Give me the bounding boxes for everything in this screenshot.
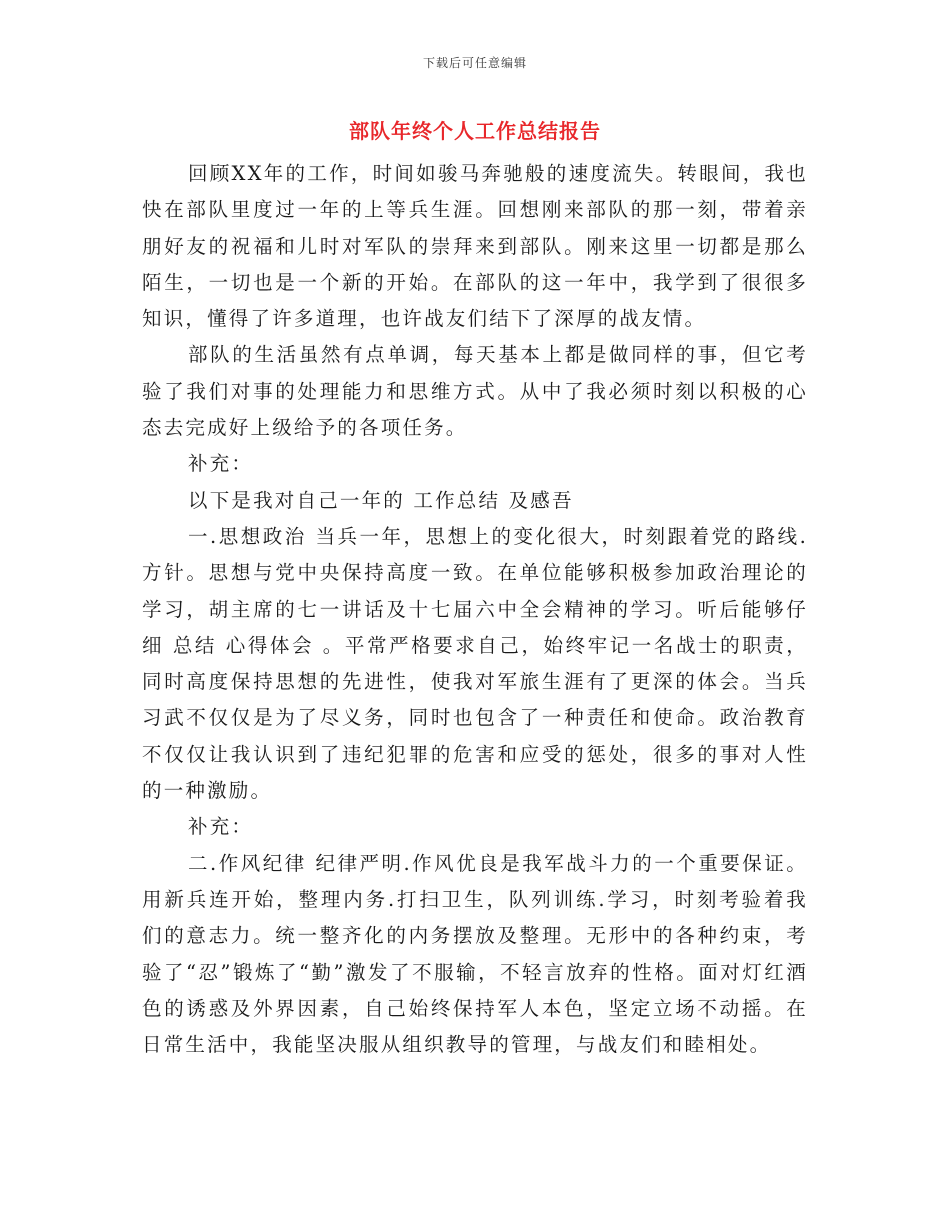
paragraph: 补充：	[188, 815, 254, 839]
paragraph: 部队的生活虽然有点单调，每天基本上都是做同样的事，但它考验了我们对事的处理能力和思维方式。从中了我必须时刻以积极的心态去完成好上级给予的各项任务。	[142, 343, 808, 440]
paragraph: 以下是我对自己一年的 工作总结 及感吾	[188, 488, 574, 512]
page-header: 下载后可任意编辑	[422, 56, 527, 70]
paragraph: 回顾XX年的工作，时间如骏马奔驰般的速度流失。转眼间，我也快在部队里度过一年的上等兵生涯。回想刚来部队的那一刻，带着亲朋好友的祝福和儿时对军队的崇拜来到部队。刚来这里一切都是那么陌生，一切也是一个新的开始。在部队的这一年中，我学到了很很多知识，懂得了许多道理，也许战友们结下了深厚的战友情。	[142, 162, 808, 331]
paragraph: 一.思想政治 当兵一年，思想上的变化很大，时刻跟着党的路线.方针。思想与党中央保持高度一致。在单位能够积极参加政治理论的学习，胡主席的七一讲话及十七届六中全会精神的学习。听后能够仔细 总结 心得体会 。平常严格要求自己，始终牢记一名战士的职责，同时高度保持思想的先进性，使我对军旅生涯有了更深的体会。当兵习武不仅仅是为了尽义务，同时也包含了一种责任和使命。政治教育不仅仅让我认识到了违纪犯罪的危害和应受的惩处，很多的事对人性的一种激励。	[142, 524, 808, 803]
document-body	[142, 156, 808, 1063]
paragraph: 补充：	[188, 452, 254, 476]
document-title: 部队年终个人工作总结报告	[349, 119, 601, 143]
paragraph: 二.作风纪律 纪律严明.作风优良是我军战斗力的一个重要保证。用新兵连开始，整理内务.打扫卫生，队列训练.学习，时刻考验着我们的意志力。统一整齐化的内务摆放及整理。无形中的各种约束，考验了“忍”锻炼了“勤”激发了不服输，不轻言放弃的性格。面对灯红酒色的诱惑及外界因素，自己始终保持军人本色，坚定立场不动摇。在日常生活中，我能坚决服从组织教导的管理，与战友们和睦相处。	[142, 851, 808, 1057]
